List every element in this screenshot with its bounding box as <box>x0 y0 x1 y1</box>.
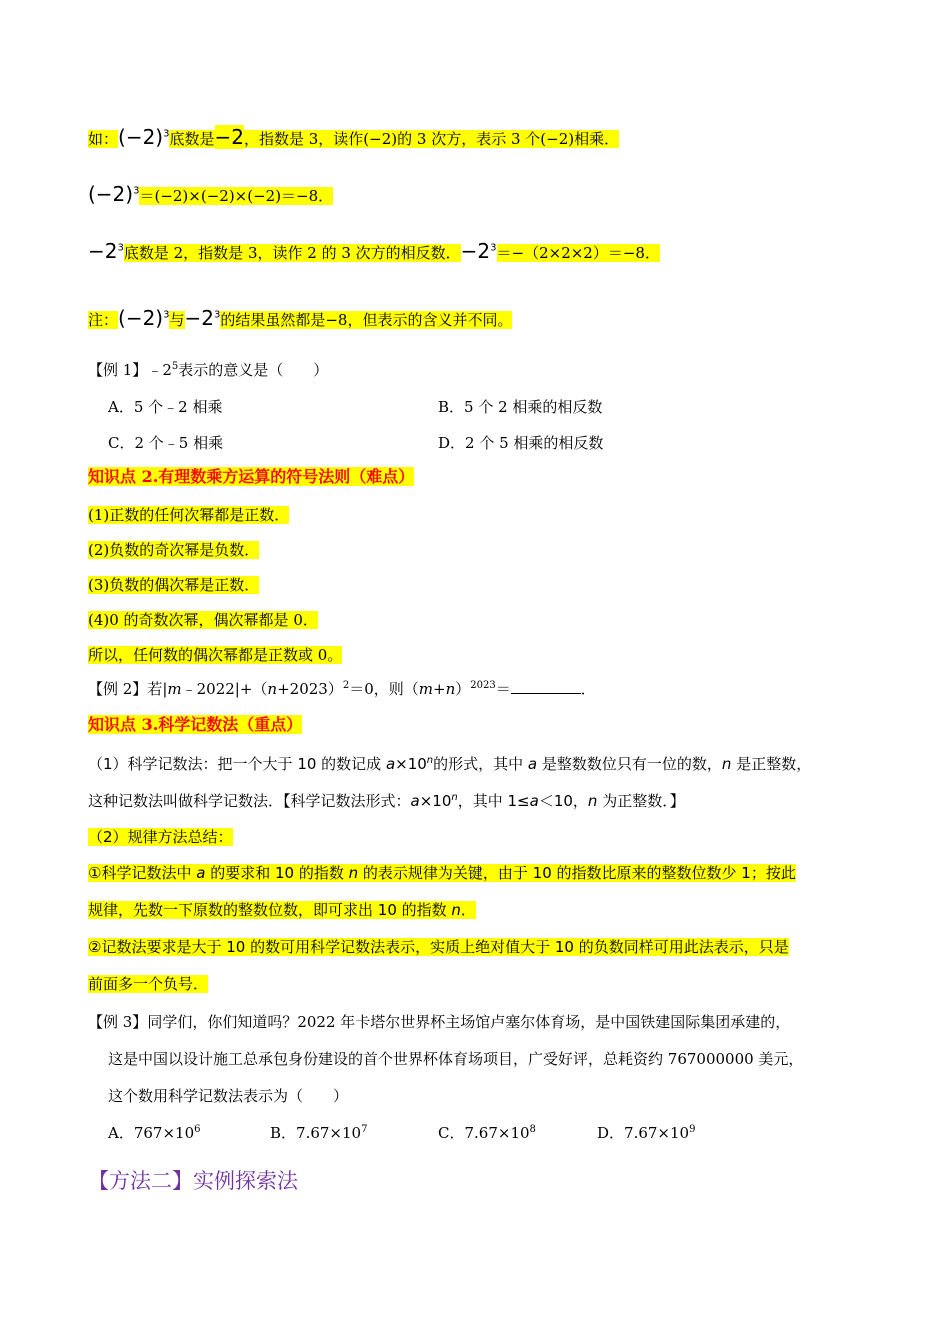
expr-exp: 3 <box>117 242 124 254</box>
kp3-rule2-line2 <box>88 973 208 995</box>
text: 这是中国以设计施工总承包身份建设的首个世界杯体育场项目，广受好评，总耗资约 767000000 美元， <box>108 1050 804 1068</box>
example3-option-d[interactable] <box>597 1122 695 1143</box>
rule-text: 所以，任何数的偶次幂都是正数或 0。 <box>88 646 343 664</box>
var-m: m <box>167 680 182 698</box>
kp1-line3-text2: ＝−（2×2×2）＝−8． <box>496 244 660 262</box>
text: 规律，先数一下原数的整数位数，即可求出 10 的指数 <box>88 901 452 919</box>
text: （2）规律方法总结： <box>88 828 233 846</box>
example2-part: ﹣2022|+（ <box>181 680 268 698</box>
text: ×10 <box>419 792 452 810</box>
var-m: m <box>418 680 433 698</box>
var-a: a <box>385 755 396 773</box>
example3-option-b[interactable] <box>270 1122 367 1143</box>
text: ． <box>460 901 476 919</box>
kp1-line1-expr <box>118 125 169 149</box>
example1-option-b[interactable]: B．5 个 2 相乘的相反数 <box>438 398 603 416</box>
example2-part: ） <box>455 680 471 698</box>
method2-title: 【方法二】实例探索法 <box>88 1169 298 1193</box>
var-n: n <box>451 901 461 919</box>
kp1-line3-text: 底数是 2，指数是 3，读作 2 的 3 次方的相反数． <box>123 244 461 262</box>
kp3-rule2-line1 <box>88 936 789 958</box>
rule-text: (2)负数的奇次幂是负数． <box>88 541 260 559</box>
option-exp: 8 <box>529 1124 536 1135</box>
option-exp: 7 <box>361 1124 368 1135</box>
option-text: D．7.67×10 <box>597 1124 690 1142</box>
example2-end: ． <box>580 680 596 698</box>
kp2-rule-2 <box>88 539 259 561</box>
example3-option-c[interactable] <box>438 1122 536 1143</box>
var-a: a <box>196 864 206 882</box>
rule-text: (1)正数的任何次幂都是正数． <box>88 506 290 524</box>
example2-part: ＝0，则（ <box>349 680 419 698</box>
text: ＜10， <box>538 792 588 810</box>
kp2-rule-1 <box>88 504 289 526</box>
kp1-line1-text: ，指数是 3，读作(−2)的 3 次方，表示 3 个(−2)相乘． <box>243 130 620 148</box>
option-exp: 6 <box>194 1124 201 1135</box>
kp3-title <box>88 714 302 736</box>
var-n: n <box>348 864 359 882</box>
kp1-line2-expr <box>88 182 139 206</box>
kp2-rule-3 <box>88 574 259 596</box>
kp3-title-text: 知识点 3.科学记数法（重点） <box>88 715 303 734</box>
example2-label: 【例 2】 <box>88 680 148 698</box>
text: 的表示规律为关键，由于 10 的指数比原来的整数位数少 1；按此 <box>358 864 796 882</box>
var-n: n <box>451 792 458 803</box>
expr-base: (−2) <box>88 182 134 206</box>
var-a: a <box>529 792 539 810</box>
expr-exp: 3 <box>163 309 170 321</box>
kp1-note <box>88 307 512 331</box>
expr-exp: 3 <box>490 242 497 254</box>
kp2-rule-4 <box>88 609 318 631</box>
kp2-title-text: 知识点 2.有理数乘方运算的符号法则（难点） <box>88 467 415 486</box>
text: ，其中 1≤ <box>457 792 530 810</box>
example1-stem-pre: ﹣2 <box>147 361 172 379</box>
kp3-para1-line1 <box>88 753 811 775</box>
option-text: B．7.67×10 <box>270 1124 362 1142</box>
var-a: a <box>410 792 420 810</box>
option-exp: 9 <box>689 1124 696 1135</box>
text: 同学们，你们知道吗？2022 年卡塔尔世界杯主场馆卢塞尔体育场，是中国铁建国际集团承建的， <box>147 1013 791 1031</box>
kp3-para2 <box>88 826 233 848</box>
kp1-line2-text: ＝(−2)×(−2)×(−2)＝−8． <box>139 187 334 205</box>
example2-exp: 2023 <box>470 680 496 691</box>
example2-part: 若| <box>147 680 168 698</box>
text: ①科学记数法中 <box>88 864 197 882</box>
example2 <box>88 678 596 700</box>
example1-stem-exp: 5 <box>171 361 179 372</box>
example3-label: 【例 3】 <box>88 1013 148 1031</box>
text: 的形式，其中 <box>433 755 528 773</box>
kp2-rule-5 <box>88 644 342 666</box>
kp1-line3-expr <box>88 239 124 263</box>
text: 的要求和 10 的指数 <box>205 864 349 882</box>
text: 前面多一个负号． <box>88 975 209 993</box>
example2-part: + <box>432 680 446 698</box>
kp1-line2 <box>88 183 333 207</box>
example3-line3 <box>108 1085 348 1107</box>
example1-stem-post: 表示的意义是（ ） <box>178 361 329 379</box>
text: 这种记数法叫做科学记数法．【科学记数法形式： <box>88 792 411 810</box>
kp3-para1-line2 <box>88 790 685 812</box>
expr-base: (−2) <box>118 125 164 149</box>
example2-exp: 2 <box>342 680 350 691</box>
expr-base: (−2) <box>118 306 164 330</box>
text: ×10 <box>395 755 427 773</box>
example2-part: ＝ <box>495 680 511 698</box>
example3-line1 <box>88 1011 790 1033</box>
kp2-title <box>88 466 414 488</box>
text: ②记数法要求是大于 10 的数可用科学记数法表示，实质上绝对值大于 10 的负数同样可用此法表示，只是 <box>88 938 789 956</box>
rule-text: (3)负数的偶次幂是正数． <box>88 576 260 594</box>
expr-base: −2 <box>460 239 491 263</box>
expr-base: −2 <box>88 239 118 263</box>
example2-part: +2023） <box>277 680 343 698</box>
var-n: n <box>267 680 278 698</box>
kp1-line1-prefix: 如： <box>88 130 119 148</box>
example3-option-a[interactable] <box>108 1122 201 1143</box>
kp1-line3-expr2 <box>461 239 497 263</box>
var-n: n <box>587 792 598 810</box>
rule-text: (4)0 的奇数次幂，偶次幂都是 0． <box>88 611 318 629</box>
kp1-line1-base-value: −2 <box>214 125 244 149</box>
example1-option-c[interactable]: C．2 个﹣5 相乘 <box>108 434 224 452</box>
example3-line2 <box>108 1048 803 1070</box>
kp1-note-mid: 与 <box>169 311 185 329</box>
var-n: n <box>426 755 434 766</box>
kp1-note-text: 的结果虽然都是−8，但表示的含义并不同。 <box>220 311 513 329</box>
text: 是整数数位只有一位的数， <box>537 755 722 773</box>
expr-exp: 3 <box>213 309 221 321</box>
text: （1）科学记数法：把一个大于 10 的数记成 <box>88 755 386 773</box>
kp1-line3 <box>88 240 660 264</box>
kp1-note-expr <box>118 306 169 330</box>
expr-base: −2 <box>184 306 214 330</box>
expr-exp: 3 <box>163 128 170 140</box>
kp1-line1 <box>88 126 619 150</box>
option-text: A．767×10 <box>108 1124 195 1142</box>
answer-blank[interactable] <box>511 679 581 694</box>
kp3-rule1-line1 <box>88 862 796 884</box>
kp3-rule1-line2 <box>88 899 476 921</box>
var-n: n <box>445 680 456 698</box>
var-a: a <box>527 755 538 773</box>
example1-label: 【例 1】 <box>88 361 148 379</box>
text: 为正整数．】 <box>597 792 685 810</box>
kp1-note-prefix: 注： <box>88 311 119 329</box>
var-n: n <box>721 755 732 773</box>
text: 是正整数， <box>731 755 812 773</box>
text: 这个数用科学记数法表示为（ ） <box>108 1087 349 1105</box>
kp1-note-expr2 <box>185 306 221 330</box>
example1-option-d[interactable]: D．2 个 5 相乘的相反数 <box>438 434 604 452</box>
example1-stem <box>88 359 328 381</box>
option-text: C．7.67×10 <box>438 1124 530 1142</box>
kp1-line1-mid: 底数是 <box>169 130 215 148</box>
expr-exp: 3 <box>133 185 140 197</box>
example1-option-a[interactable]: A．5 个﹣2 相乘 <box>108 398 223 416</box>
